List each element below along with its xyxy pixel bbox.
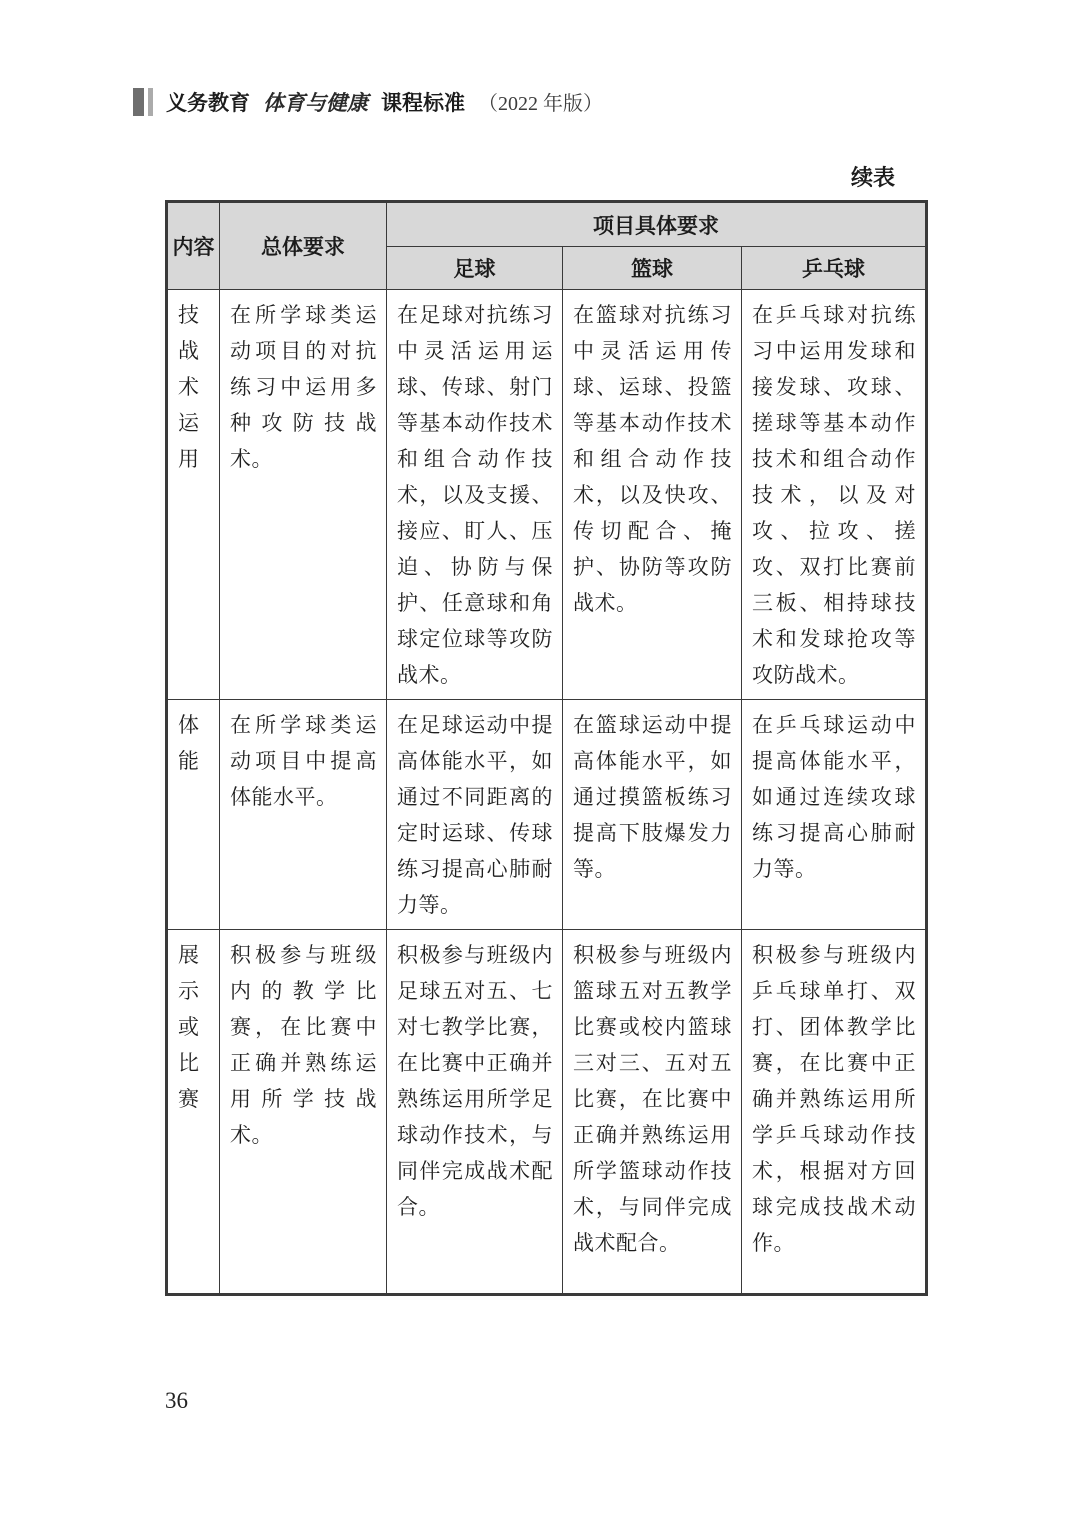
table-row-fitness — [167, 700, 927, 930]
title-segment-standard: 课程标准 — [381, 92, 465, 115]
column-header-football: 足球 — [387, 247, 563, 290]
column-header-table-tennis: 乒乓球 — [742, 247, 927, 290]
cell-tactics-overall: 在所学球类运动项目的对抗练习中运用多种攻防技战术。 — [220, 290, 387, 700]
title-segment-subject: 体育与健康 — [263, 91, 368, 115]
column-header-overall-requirements: 总体要求 — [220, 202, 387, 290]
cell-fitness-overall: 在所学球类运动项目中提高体能水平。 — [220, 700, 387, 930]
column-header-basketball: 篮球 — [563, 247, 742, 290]
page-number: 36 — [165, 1388, 188, 1413]
cell-display-overall: 积极参与班级内的教学比赛，在比赛中正确并熟练运用所学技战术。 — [220, 930, 387, 1295]
cell-tactics-basketball: 在篮球对抗练习中灵活运用传球、运球、投篮等基本动作技术和组合动作技术，以及快攻、传切配合、掩护、协防等攻防战术。 — [563, 290, 742, 700]
requirements-table — [165, 200, 928, 1296]
title-segment-edition: （2022 年版） — [478, 93, 603, 115]
cell-fitness-basketball: 在篮球运动中提高体能水平，如通过摸篮板练习提高下肢爆发力等。 — [563, 700, 742, 930]
cell-fitness-football: 在足球运动中提高体能水平，如通过不同距离的定时运球、传球练习提高心肺耐力等。 — [387, 700, 563, 930]
cell-display-football: 积极参与班级内足球五对五、七对七教学比赛，在比赛中正确并熟练运用所学足球动作技术，与同伴完成战术配合。 — [387, 930, 563, 1295]
table-row-display-competition — [167, 930, 927, 1295]
running-head — [133, 87, 603, 117]
row-label-display-competition: 展示或比赛 — [167, 930, 220, 1295]
table-header-row-top — [167, 202, 927, 247]
column-header-specific-requirements: 项目具体要求 — [387, 202, 927, 247]
row-label-tactics: 技战术运用 — [167, 290, 220, 700]
title-segment-education: 义务教育 — [166, 92, 250, 115]
cell-tactics-football: 在足球对抗练习中灵活运用运球、传球、射门等基本动作技术和组合动作技术，以及支援、接应、盯人、压迫、协防与保护、任意球和角球定位球等攻防战术。 — [387, 290, 563, 700]
document-title — [166, 87, 603, 117]
cell-display-table-tennis: 积极参与班级内乒乓球单打、双打、团体教学比赛，在比赛中正确并熟练运用所学乒乓球动作技术，根据对方回球完成技战术动作。 — [742, 930, 927, 1295]
table-row-tactics — [167, 290, 927, 700]
continued-table-label: 续表 — [850, 165, 895, 190]
column-header-content: 内容 — [167, 202, 220, 290]
header-bar-light-icon — [148, 88, 153, 116]
cell-display-basketball: 积极参与班级内篮球五对五教学比赛或校内篮球三对三、五对五比赛，在比赛中正确并熟练运用所学篮球动作技术，与同伴完成战术配合。 — [563, 930, 742, 1295]
cell-fitness-table-tennis: 在乒乓球运动中提高体能水平，如通过连续攻球练习提高心肺耐力等。 — [742, 700, 927, 930]
row-label-fitness: 体能 — [167, 700, 220, 930]
cell-tactics-table-tennis: 在乒乓球对抗练习中运用发球和接发球、攻球、搓球等基本动作技术和组合动作技术，以及对攻、拉攻、搓攻、双打比赛前三板、相持球技术和发球抢攻等攻防战术。 — [742, 290, 927, 700]
header-bar-dark-icon — [133, 88, 144, 116]
